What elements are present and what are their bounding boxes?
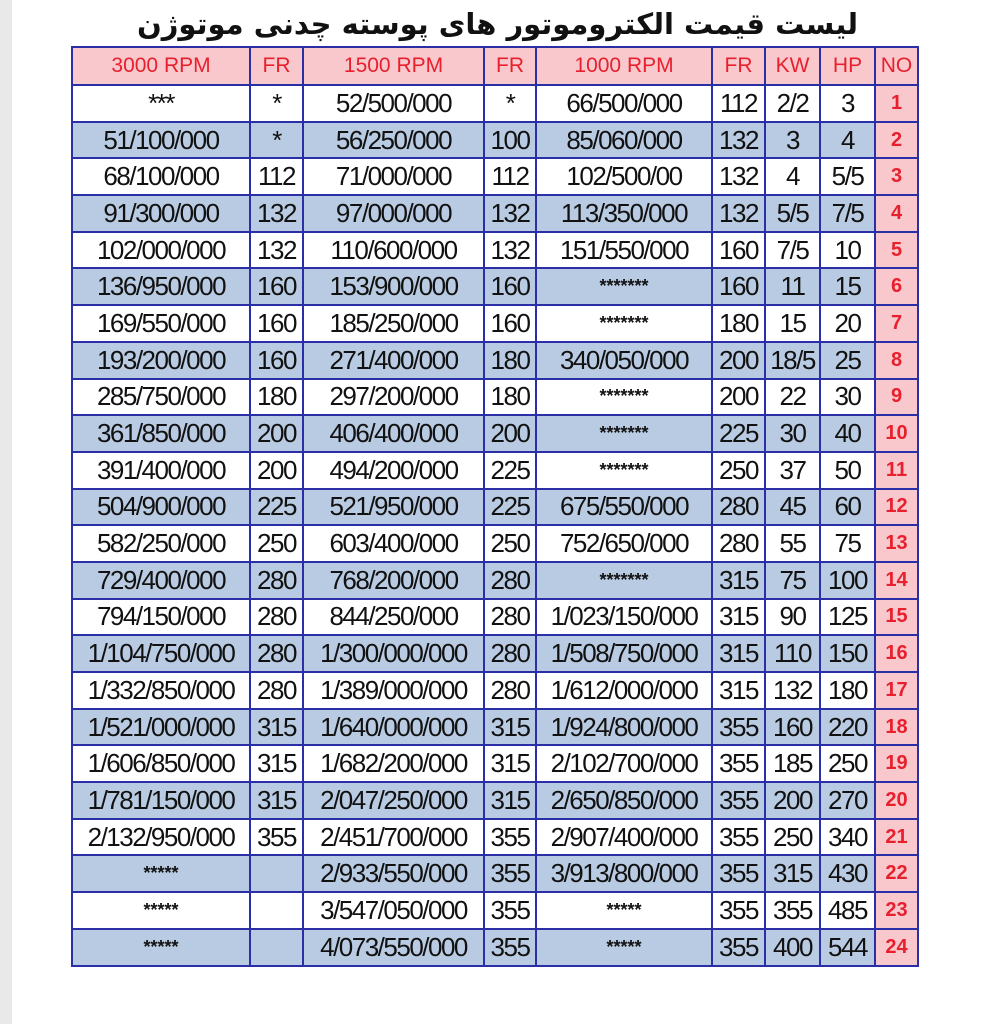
cell-fr-3000: 225 xyxy=(250,489,303,526)
table-row xyxy=(72,195,918,232)
cell-kw: 110 xyxy=(765,635,820,672)
cell-fr-1000: 280 xyxy=(712,489,765,526)
cell-rpm-1500: 844/250/000 xyxy=(303,599,484,636)
cell-no: 9 xyxy=(875,379,918,416)
cell-no: 21 xyxy=(875,819,918,856)
cell-rpm-3000: *** xyxy=(72,85,250,122)
cell-fr-1000: 315 xyxy=(712,599,765,636)
cell-hp: 5/5 xyxy=(820,158,875,195)
cell-fr-1000: 280 xyxy=(712,525,765,562)
cell-rpm-1500: 1/682/200/000 xyxy=(303,745,484,782)
cell-fr-1500: * xyxy=(484,85,536,122)
cell-no: 15 xyxy=(875,599,918,636)
cell-rpm-1000: 2/102/700/000 xyxy=(536,745,712,782)
cell-rpm-3000: 193/200/000 xyxy=(72,342,250,379)
header-fr-1500: FR xyxy=(484,47,536,85)
cell-kw: 3 xyxy=(765,122,820,159)
table-row xyxy=(72,452,918,489)
cell-fr-3000: 280 xyxy=(250,562,303,599)
cell-no: 12 xyxy=(875,489,918,526)
cell-no: 20 xyxy=(875,782,918,819)
cell-kw: 15 xyxy=(765,305,820,342)
cell-no: 18 xyxy=(875,709,918,746)
cell-no: 7 xyxy=(875,305,918,342)
cell-hp: 4 xyxy=(820,122,875,159)
cell-fr-3000: 132 xyxy=(250,195,303,232)
cell-hp: 430 xyxy=(820,855,875,892)
table-row xyxy=(72,158,918,195)
cell-rpm-3000: 729/400/000 xyxy=(72,562,250,599)
table-row xyxy=(72,342,918,379)
cell-kw: 400 xyxy=(765,929,820,966)
cell-fr-1000: 180 xyxy=(712,305,765,342)
cell-rpm-1500: 4/073/550/000 xyxy=(303,929,484,966)
cell-rpm-3000: 1/606/850/000 xyxy=(72,745,250,782)
cell-fr-1500: 355 xyxy=(484,929,536,966)
table-row xyxy=(72,379,918,416)
cell-rpm-1000: 151/550/000 xyxy=(536,232,712,269)
cell-rpm-1000: 1/508/750/000 xyxy=(536,635,712,672)
cell-hp: 485 xyxy=(820,892,875,929)
cell-rpm-1000: ******* xyxy=(536,415,712,452)
cell-hp: 250 xyxy=(820,745,875,782)
cell-fr-1000: 112 xyxy=(712,85,765,122)
cell-rpm-3000: 51/100/000 xyxy=(72,122,250,159)
cell-rpm-3000: 136/950/000 xyxy=(72,268,250,305)
cell-fr-1500: 280 xyxy=(484,672,536,709)
cell-fr-3000: 280 xyxy=(250,599,303,636)
cell-rpm-1000: 85/060/000 xyxy=(536,122,712,159)
table-row xyxy=(72,819,918,856)
cell-fr-3000: 280 xyxy=(250,635,303,672)
cell-hp: 20 xyxy=(820,305,875,342)
cell-rpm-3000: 361/850/000 xyxy=(72,415,250,452)
cell-no: 1 xyxy=(875,85,918,122)
cell-fr-1500: 355 xyxy=(484,855,536,892)
cell-rpm-1000: ******* xyxy=(536,452,712,489)
cell-rpm-1000: 675/550/000 xyxy=(536,489,712,526)
cell-no: 19 xyxy=(875,745,918,782)
cell-hp: 50 xyxy=(820,452,875,489)
cell-hp: 544 xyxy=(820,929,875,966)
cell-rpm-3000: 504/900/000 xyxy=(72,489,250,526)
cell-kw: 37 xyxy=(765,452,820,489)
cell-kw: 11 xyxy=(765,268,820,305)
cell-hp: 100 xyxy=(820,562,875,599)
page-title: لیست قیمت الکتروموتور های پوسته چدنی موتوژن xyxy=(136,7,859,41)
cell-rpm-3000: 2/132/950/000 xyxy=(72,819,250,856)
cell-fr-1500: 315 xyxy=(484,709,536,746)
cell-fr-3000: 200 xyxy=(250,452,303,489)
cell-rpm-1000: 66/500/000 xyxy=(536,85,712,122)
cell-kw: 160 xyxy=(765,709,820,746)
cell-rpm-1000: ******* xyxy=(536,379,712,416)
cell-kw: 22 xyxy=(765,379,820,416)
cell-kw: 200 xyxy=(765,782,820,819)
cell-hp: 60 xyxy=(820,489,875,526)
header-hp: HP xyxy=(820,47,875,85)
cell-fr-1000: 160 xyxy=(712,268,765,305)
cell-rpm-3000: ***** xyxy=(72,855,250,892)
cell-kw: 4 xyxy=(765,158,820,195)
cell-rpm-1500: 185/250/000 xyxy=(303,305,484,342)
cell-hp: 220 xyxy=(820,709,875,746)
cell-fr-1000: 132 xyxy=(712,195,765,232)
cell-fr-1500: 180 xyxy=(484,379,536,416)
cell-fr-1500: 225 xyxy=(484,452,536,489)
cell-rpm-1500: 2/047/250/000 xyxy=(303,782,484,819)
header-rpm-1500: 1500 RPM xyxy=(303,47,484,85)
cell-fr-1000: 355 xyxy=(712,892,765,929)
cell-fr-3000 xyxy=(250,855,303,892)
cell-kw: 75 xyxy=(765,562,820,599)
cell-rpm-1500: 97/000/000 xyxy=(303,195,484,232)
cell-rpm-1500: 1/640/000/000 xyxy=(303,709,484,746)
table-row xyxy=(72,268,918,305)
cell-rpm-1500: 56/250/000 xyxy=(303,122,484,159)
table-header-row xyxy=(72,47,918,85)
cell-fr-1500: 280 xyxy=(484,562,536,599)
cell-no: 23 xyxy=(875,892,918,929)
cell-kw: 18/5 xyxy=(765,342,820,379)
cell-fr-3000: * xyxy=(250,85,303,122)
price-table xyxy=(71,46,919,967)
cell-rpm-1500: 153/900/000 xyxy=(303,268,484,305)
table-row xyxy=(72,525,918,562)
cell-fr-1000: 250 xyxy=(712,452,765,489)
table-row xyxy=(72,305,918,342)
table-row xyxy=(72,855,918,892)
cell-hp: 270 xyxy=(820,782,875,819)
table-row xyxy=(72,709,918,746)
cell-fr-1500: 355 xyxy=(484,819,536,856)
cell-rpm-1500: 768/200/000 xyxy=(303,562,484,599)
cell-no: 8 xyxy=(875,342,918,379)
cell-kw: 90 xyxy=(765,599,820,636)
page-edge xyxy=(0,0,12,1024)
cell-fr-1000: 225 xyxy=(712,415,765,452)
cell-fr-3000: 280 xyxy=(250,672,303,709)
cell-kw: 7/5 xyxy=(765,232,820,269)
cell-hp: 75 xyxy=(820,525,875,562)
cell-rpm-1500: 3/547/050/000 xyxy=(303,892,484,929)
cell-rpm-1000: 2/650/850/000 xyxy=(536,782,712,819)
cell-kw: 315 xyxy=(765,855,820,892)
cell-fr-1500: 160 xyxy=(484,305,536,342)
cell-fr-3000 xyxy=(250,892,303,929)
cell-no: 24 xyxy=(875,929,918,966)
cell-fr-1500: 160 xyxy=(484,268,536,305)
cell-no: 3 xyxy=(875,158,918,195)
cell-kw: 355 xyxy=(765,892,820,929)
cell-rpm-1000: 3/913/800/000 xyxy=(536,855,712,892)
cell-kw: 2/2 xyxy=(765,85,820,122)
cell-rpm-1000: ******* xyxy=(536,562,712,599)
cell-rpm-1500: 406/400/000 xyxy=(303,415,484,452)
cell-fr-3000: 160 xyxy=(250,305,303,342)
cell-kw: 45 xyxy=(765,489,820,526)
cell-hp: 15 xyxy=(820,268,875,305)
cell-rpm-1000: ******* xyxy=(536,305,712,342)
cell-fr-3000: 200 xyxy=(250,415,303,452)
cell-fr-1500: 280 xyxy=(484,635,536,672)
price-table-body xyxy=(72,47,918,966)
cell-rpm-3000: 794/150/000 xyxy=(72,599,250,636)
cell-rpm-1500: 110/600/000 xyxy=(303,232,484,269)
cell-rpm-1000: 2/907/400/000 xyxy=(536,819,712,856)
cell-fr-1500: 112 xyxy=(484,158,536,195)
cell-rpm-1500: 2/451/700/000 xyxy=(303,819,484,856)
cell-rpm-1000: 340/050/000 xyxy=(536,342,712,379)
cell-fr-1500: 225 xyxy=(484,489,536,526)
cell-fr-1000: 200 xyxy=(712,342,765,379)
cell-fr-1000: 132 xyxy=(712,122,765,159)
cell-rpm-3000: 285/750/000 xyxy=(72,379,250,416)
cell-no: 13 xyxy=(875,525,918,562)
cell-rpm-3000: 391/400/000 xyxy=(72,452,250,489)
cell-kw: 55 xyxy=(765,525,820,562)
cell-no: 10 xyxy=(875,415,918,452)
table-row xyxy=(72,745,918,782)
table-row xyxy=(72,599,918,636)
cell-fr-3000: * xyxy=(250,122,303,159)
cell-rpm-1500: 52/500/000 xyxy=(303,85,484,122)
header-rpm-3000: 3000 RPM xyxy=(72,47,250,85)
cell-fr-1000: 200 xyxy=(712,379,765,416)
cell-fr-1500: 180 xyxy=(484,342,536,379)
cell-hp: 10 xyxy=(820,232,875,269)
cell-rpm-1500: 1/389/000/000 xyxy=(303,672,484,709)
cell-no: 22 xyxy=(875,855,918,892)
cell-hp: 125 xyxy=(820,599,875,636)
cell-rpm-1000: 113/350/000 xyxy=(536,195,712,232)
table-row xyxy=(72,929,918,966)
cell-fr-3000 xyxy=(250,929,303,966)
cell-fr-3000: 315 xyxy=(250,745,303,782)
table-row xyxy=(72,122,918,159)
cell-fr-1000: 315 xyxy=(712,562,765,599)
cell-rpm-3000: 68/100/000 xyxy=(72,158,250,195)
cell-rpm-1000: 1/924/800/000 xyxy=(536,709,712,746)
cell-kw: 132 xyxy=(765,672,820,709)
cell-rpm-1000: ***** xyxy=(536,929,712,966)
cell-rpm-1000: 1/612/000/000 xyxy=(536,672,712,709)
cell-fr-3000: 112 xyxy=(250,158,303,195)
cell-rpm-1000: ******* xyxy=(536,268,712,305)
cell-fr-1000: 355 xyxy=(712,855,765,892)
cell-rpm-3000: 169/550/000 xyxy=(72,305,250,342)
cell-fr-1000: 355 xyxy=(712,819,765,856)
cell-rpm-1500: 494/200/000 xyxy=(303,452,484,489)
cell-no: 5 xyxy=(875,232,918,269)
cell-fr-1500: 100 xyxy=(484,122,536,159)
cell-kw: 5/5 xyxy=(765,195,820,232)
cell-fr-3000: 160 xyxy=(250,268,303,305)
table-row xyxy=(72,672,918,709)
header-kw: KW xyxy=(765,47,820,85)
table-row xyxy=(72,415,918,452)
cell-rpm-3000: 1/781/150/000 xyxy=(72,782,250,819)
table-row xyxy=(72,635,918,672)
cell-fr-1000: 355 xyxy=(712,745,765,782)
cell-fr-1000: 355 xyxy=(712,709,765,746)
cell-fr-1000: 132 xyxy=(712,158,765,195)
cell-fr-3000: 132 xyxy=(250,232,303,269)
cell-hp: 25 xyxy=(820,342,875,379)
cell-no: 11 xyxy=(875,452,918,489)
cell-fr-1500: 315 xyxy=(484,782,536,819)
cell-no: 4 xyxy=(875,195,918,232)
header-fr-1000: FR xyxy=(712,47,765,85)
cell-hp: 340 xyxy=(820,819,875,856)
cell-hp: 150 xyxy=(820,635,875,672)
cell-kw: 250 xyxy=(765,819,820,856)
cell-no: 16 xyxy=(875,635,918,672)
cell-hp: 3 xyxy=(820,85,875,122)
cell-fr-3000: 315 xyxy=(250,709,303,746)
cell-fr-3000: 355 xyxy=(250,819,303,856)
cell-hp: 30 xyxy=(820,379,875,416)
cell-fr-1500: 355 xyxy=(484,892,536,929)
cell-no: 17 xyxy=(875,672,918,709)
cell-rpm-1500: 71/000/000 xyxy=(303,158,484,195)
cell-fr-3000: 315 xyxy=(250,782,303,819)
cell-rpm-3000: 1/521/000/000 xyxy=(72,709,250,746)
cell-rpm-1500: 521/950/000 xyxy=(303,489,484,526)
cell-rpm-3000: ***** xyxy=(72,892,250,929)
cell-fr-1500: 132 xyxy=(484,195,536,232)
cell-no: 6 xyxy=(875,268,918,305)
cell-rpm-1000: 752/650/000 xyxy=(536,525,712,562)
table-row xyxy=(72,892,918,929)
cell-rpm-3000: 1/104/750/000 xyxy=(72,635,250,672)
cell-fr-1500: 132 xyxy=(484,232,536,269)
cell-fr-1000: 355 xyxy=(712,929,765,966)
cell-rpm-3000: 582/250/000 xyxy=(72,525,250,562)
cell-fr-1000: 315 xyxy=(712,672,765,709)
table-row xyxy=(72,562,918,599)
table-row xyxy=(72,782,918,819)
cell-no: 2 xyxy=(875,122,918,159)
cell-fr-3000: 180 xyxy=(250,379,303,416)
cell-hp: 40 xyxy=(820,415,875,452)
table-row xyxy=(72,85,918,122)
cell-rpm-1000: ***** xyxy=(536,892,712,929)
cell-no: 14 xyxy=(875,562,918,599)
table-row xyxy=(72,489,918,526)
cell-rpm-3000: 91/300/000 xyxy=(72,195,250,232)
cell-fr-1500: 315 xyxy=(484,745,536,782)
cell-rpm-1500: 297/200/000 xyxy=(303,379,484,416)
cell-rpm-3000: 1/332/850/000 xyxy=(72,672,250,709)
cell-fr-1500: 250 xyxy=(484,525,536,562)
table-row xyxy=(72,232,918,269)
cell-rpm-1500: 2/933/550/000 xyxy=(303,855,484,892)
cell-fr-1000: 355 xyxy=(712,782,765,819)
cell-rpm-1500: 271/400/000 xyxy=(303,342,484,379)
cell-fr-1000: 160 xyxy=(712,232,765,269)
cell-rpm-1000: 102/500/00 xyxy=(536,158,712,195)
cell-rpm-1000: 1/023/150/000 xyxy=(536,599,712,636)
header-no: NO xyxy=(875,47,918,85)
cell-kw: 30 xyxy=(765,415,820,452)
cell-kw: 185 xyxy=(765,745,820,782)
cell-hp: 7/5 xyxy=(820,195,875,232)
cell-rpm-3000: ***** xyxy=(72,929,250,966)
cell-fr-1000: 315 xyxy=(712,635,765,672)
cell-rpm-1500: 1/300/000/000 xyxy=(303,635,484,672)
cell-fr-3000: 160 xyxy=(250,342,303,379)
cell-fr-3000: 250 xyxy=(250,525,303,562)
header-fr-3000: FR xyxy=(250,47,303,85)
cell-hp: 180 xyxy=(820,672,875,709)
header-rpm-1000: 1000 RPM xyxy=(536,47,712,85)
cell-fr-1500: 200 xyxy=(484,415,536,452)
cell-rpm-3000: 102/000/000 xyxy=(72,232,250,269)
cell-rpm-1500: 603/400/000 xyxy=(303,525,484,562)
cell-fr-1500: 280 xyxy=(484,599,536,636)
